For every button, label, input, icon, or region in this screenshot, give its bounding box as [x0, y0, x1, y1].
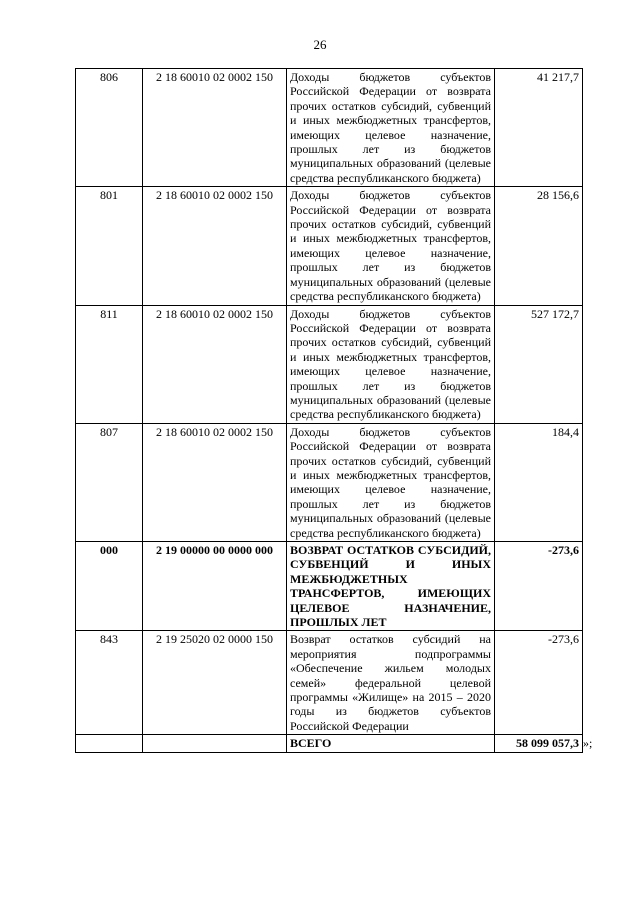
admin-code-cell: 801 — [76, 187, 143, 305]
amount-cell: -273,6 — [495, 631, 583, 735]
budget-code-cell: 2 18 60010 02 0002 150 — [143, 423, 287, 541]
empty-cell — [143, 735, 287, 752]
total-amount-cell — [495, 735, 593, 752]
description-cell: Доходы бюджетов субъектов Российской Федерации от возврата прочих остатков субсидий, субвенций и иных межбюджетных трансфертов, имеющих целевое назначение, прошлых лет из бюджетов муниципальных образований (целевые средства республиканского бюджета) — [287, 187, 495, 305]
table-row — [76, 305, 583, 423]
admin-code-cell: 000 — [76, 542, 143, 631]
empty-cell — [76, 735, 143, 752]
total-row — [76, 735, 583, 752]
amount-cell: 28 156,6 — [495, 187, 583, 305]
budget-code-cell: 2 19 25020 02 0000 150 — [143, 631, 287, 735]
amount-cell: 184,4 — [495, 423, 583, 541]
budget-code-cell: 2 18 60010 02 0002 150 — [143, 69, 287, 187]
table-row — [76, 187, 583, 305]
description-cell: ВОЗВРАТ ОСТАТКОВ СУБСИДИЙ, СУБВЕНЦИЙ И ИНЫХ МЕЖБЮДЖЕТНЫХ ТРАНСФЕРТОВ, ИМЕЮЩИХ ЦЕЛЕВОЕ НАЗНАЧЕНИЕ, ПРОШЛЫХ ЛЕТ — [287, 542, 495, 631]
admin-code-cell: 843 — [76, 631, 143, 735]
total-label: ВСЕГО — [287, 735, 495, 752]
admin-code-cell: 811 — [76, 305, 143, 423]
budget-code-cell: 2 18 60010 02 0002 150 — [143, 305, 287, 423]
description-cell: Доходы бюджетов субъектов Российской Федерации от возврата прочих остатков субсидий, субвенций и иных межбюджетных трансфертов, имеющих целевое назначение, прошлых лет из бюджетов муниципальных образований (целевые средства республиканского бюджета) — [287, 423, 495, 541]
budget-code-cell: 2 19 00000 00 0000 000 — [143, 542, 287, 631]
table-row-group-total — [76, 542, 583, 631]
amount-cell: 527 172,7 — [495, 305, 583, 423]
description-cell: Доходы бюджетов субъектов Российской Федерации от возврата прочих остатков субсидий, субвенций и иных межбюджетных трансфертов, имеющих целевое назначение, прошлых лет из бюджетов муниципальных образований (целевые средства республиканского бюджета) — [287, 69, 495, 187]
admin-code-cell: 807 — [76, 423, 143, 541]
description-cell: Доходы бюджетов субъектов Российской Федерации от возврата прочих остатков субсидий, субвенций и иных межбюджетных трансфертов, имеющих целевое назначение, прошлых лет из бюджетов муниципальных образований (целевые средства республиканского бюджета) — [287, 305, 495, 423]
revenue-table — [75, 68, 593, 753]
page-number: 26 — [313, 37, 327, 52]
table-row — [76, 423, 583, 541]
closing-quote-suffix: »; — [583, 736, 593, 751]
amount-cell: 41 217,7 — [495, 69, 583, 187]
table-row — [76, 69, 583, 187]
budget-code-cell: 2 18 60010 02 0002 150 — [143, 187, 287, 305]
amount-cell: -273,6 — [495, 542, 583, 631]
admin-code-cell: 806 — [76, 69, 143, 187]
table-row — [76, 631, 583, 735]
total-amount: 58 099 057,3 — [516, 736, 579, 751]
description-cell: Возврат остатков субсидий на мероприятия подпрограммы «Обеспечение жильем молодых семей» федеральной целевой программы «Жилище» на 2015 – 2020 годы из бюджетов субъектов Российской Федерации — [287, 631, 495, 735]
